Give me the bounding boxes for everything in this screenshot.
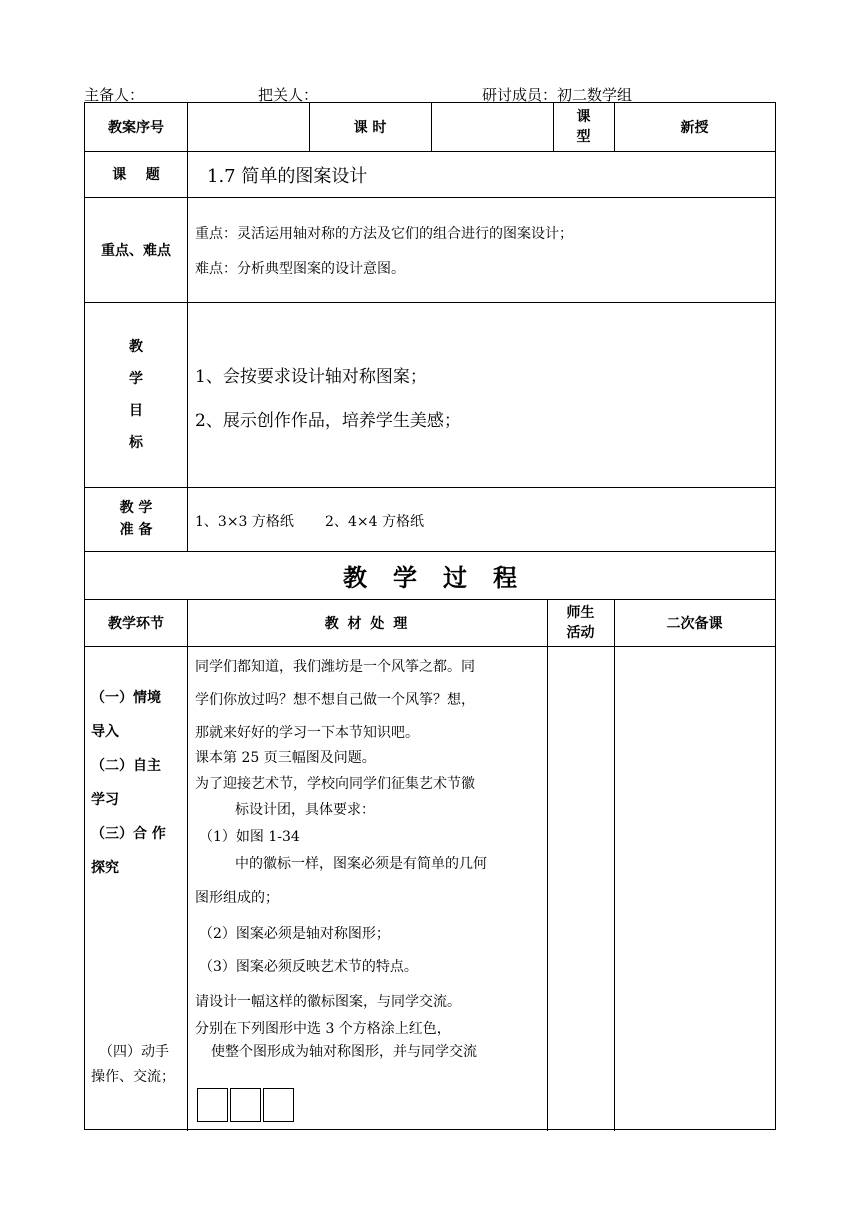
prep-value: 1、3×3 方格纸 2、4×4 方格纸 (195, 514, 424, 530)
material-line: （3）图案必须反映艺术节的特点。 (199, 959, 418, 975)
focus-key: 重点：灵活运用轴对称的方法及它们的组合进行的图案设计； (195, 226, 573, 242)
col-divider (187, 103, 188, 551)
material-line: 标设计团，具体要求： (235, 802, 375, 818)
material-line: 使整个图形成为轴对称图形，并与同学交流 (211, 1044, 477, 1060)
stage-label: 操作、交流； (91, 1069, 175, 1085)
topic-value: 1.7 简单的图案设计 (207, 166, 368, 187)
prep-label (85, 487, 187, 551)
material-line: （1）如图 1-34 (199, 829, 300, 845)
seq-label: 教案序号 (108, 120, 164, 136)
goals-label-char: 教 (129, 338, 143, 355)
col-header-material: 教 材 处 理 (324, 615, 410, 632)
reviewer-label: 把关人： (258, 86, 319, 104)
process-title: 教学过程 (343, 562, 543, 592)
goals-label-char: 学 (129, 370, 143, 387)
type-label-line1: 课 (576, 109, 591, 125)
goals-label (85, 302, 187, 487)
col-divider (614, 599, 615, 1131)
seq-value (187, 103, 309, 151)
material-line: 分别在下列图形中选 3 个方格涂上红色， (195, 1021, 451, 1037)
col-divider (547, 599, 548, 1131)
stage-label: 探究 (91, 860, 119, 876)
prep-label-line1: 教 学 (119, 500, 153, 516)
stage-label: （一）情境 (91, 690, 161, 706)
stage-label: 学习 (91, 792, 119, 808)
grid-square (230, 1088, 261, 1122)
row-divider (85, 197, 775, 198)
material-line: 那就来好好的学习一下本节知识吧。 (195, 725, 419, 741)
row-divider (85, 487, 775, 488)
goals-label-char: 标 (129, 434, 143, 451)
focus-difficult: 难点：分析典型图案的设计意图。 (195, 261, 405, 277)
focus-label: 重点、难点 (101, 242, 171, 259)
col-header-second: 二次备课 (666, 615, 723, 632)
stage-label: （二）自主 (91, 758, 161, 774)
material-line: 课本第 25 页三幅图及问题。 (195, 750, 376, 766)
type-label-line2: 型 (576, 129, 591, 145)
material-line: （2）图案必须是轴对称图形； (199, 926, 390, 942)
material-line: 为了迎接艺术节，学校向同学们征集艺术节徽 (195, 776, 475, 792)
row-divider (85, 151, 775, 152)
row-divider (85, 646, 775, 647)
stage-label: （三）合 作 (91, 826, 166, 842)
grid-square (263, 1088, 294, 1122)
period-value (431, 103, 553, 151)
period-label: 课 时 (353, 120, 387, 136)
col-header-activity-line1: 师生 (566, 604, 595, 621)
col-header-stage: 教学环节 (108, 615, 164, 632)
material-line: 图形组成的； (195, 890, 279, 906)
material-line: 中的徽标一样，图案必须是有简单的几何 (235, 856, 487, 872)
grid-square (197, 1088, 228, 1122)
prep-label-line2: 准 备 (119, 522, 153, 538)
col-header-activity (547, 599, 614, 646)
type-label (553, 103, 614, 151)
lesson-plan-table (84, 102, 776, 1130)
row-divider (85, 302, 775, 303)
goal-item: 1、会按要求设计轴对称图案； (195, 367, 427, 387)
material-line: 学们你放过吗？想不想自己做一个风筝？想， (195, 692, 475, 708)
preparer-label: 主备人： (84, 86, 145, 104)
goal-item: 2、展示创作作品，培养学生美感； (195, 411, 461, 431)
material-line: 同学们都知道，我们潍坊是一个风筝之都。同 (195, 659, 475, 675)
goals-label-char: 目 (129, 402, 143, 419)
col-header-activity-line2: 活动 (566, 624, 595, 641)
type-value: 新授 (680, 120, 709, 136)
topic-label: 课 题 (112, 167, 160, 183)
stage-label: （四）动手 (99, 1044, 169, 1060)
stage-label: 导入 (91, 724, 119, 740)
material-line: 请设计一幅这样的徽标图案，与同学交流。 (195, 994, 461, 1010)
members-label: 研讨成员：初二数学组 (482, 86, 633, 104)
col-divider (187, 599, 188, 1131)
